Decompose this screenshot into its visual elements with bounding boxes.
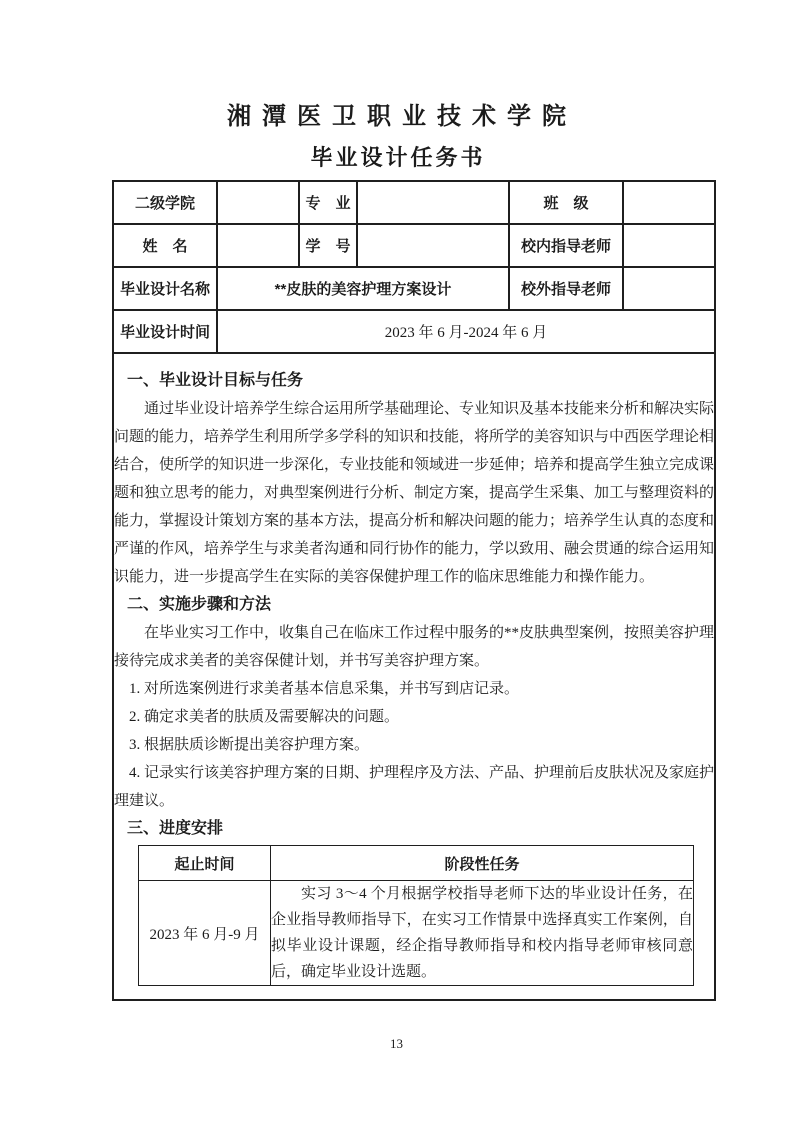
project-period-label: 毕业设计时间 — [113, 310, 217, 353]
college-label: 二级学院 — [113, 181, 217, 224]
content-cell — [113, 353, 715, 1000]
schedule-period: 2023 年 6 月-9 月 — [139, 881, 271, 986]
info-row-3 — [113, 267, 715, 310]
method-step-3: 3. 根据肤质诊断提出美容护理方案。 — [129, 737, 370, 753]
info-row-1 — [113, 181, 715, 224]
student-id-label: 学 号 — [299, 224, 357, 267]
schedule-row — [139, 881, 694, 986]
school-title: 湘潭医卫职业技术学院 — [227, 103, 577, 130]
page-number: 13 — [390, 1036, 403, 1051]
college-value — [217, 181, 299, 224]
section-methods-heading: 二、实施步骤和方法 — [127, 596, 272, 613]
section-objectives-paragraph: 通过毕业设计培养学生综合运用所学基础理论、专业知识及基本技能来分析和解决实际问题的能力，培养学生利用所学多学科的知识和技能，将所学的美容知识与中西医学理论相结合，使所学的知识进一步深化，专业技能和领域进一步延伸；培养和提高学生独立完成课题和独立思考的能力，对典型案例进行分析、制定方案，提高学生采集、加工与整理资料的能力，掌握设计策划方案的基本方法，提高分析和解决问题的能力；培养学生认真的态度和严谨的作风，培养学生与求美者沟通和同行协作的能力，学以致用、融会贯通的综合运用知识能力，进一步提高学生在实际的美容保健护理工作的临床思维能力和操作能力。 — [114, 401, 715, 585]
method-step-1: 1. 对所选案例进行求美者基本信息采集，并书写到店记录。 — [129, 681, 520, 697]
schedule-col-header-period: 起止时间 — [139, 846, 271, 881]
schedule-col-header-task: 阶段性任务 — [271, 846, 694, 881]
external-advisor-value — [623, 267, 715, 310]
external-advisor-label: 校外指导老师 — [509, 267, 623, 310]
school-advisor-label: 校内指导老师 — [509, 224, 623, 267]
schedule-task: 实习 3～4 个月根据学校指导老师下达的毕业设计任务，在企业指导教师指导下，在实习工作情景中选择真实工作案例，自拟毕业设计课题，经企指导教师指导和校内指导老师审核同意后，确定毕业设计选题。 — [271, 881, 694, 986]
section-objectives-heading: 一、毕业设计目标与任务 — [127, 372, 304, 389]
method-step-2: 2. 确定求美者的肤质及需要解决的问题。 — [129, 709, 400, 725]
content-row — [113, 353, 715, 1000]
project-title-label: 毕业设计名称 — [113, 267, 217, 310]
section-schedule-heading: 三、进度安排 — [127, 820, 224, 837]
info-row-2 — [113, 224, 715, 267]
name-value — [217, 224, 299, 267]
project-period-value: 2023 年 6 月-2024 年 6 月 — [217, 310, 715, 353]
method-step-4: 4. 记录实行该美容护理方案的日期、护理程序及方法、产品、护理前后皮肤状况及家庭护理建议。 — [114, 765, 715, 809]
schedule-header-row — [139, 846, 694, 881]
schedule-table — [138, 845, 694, 986]
major-label: 专 业 — [299, 181, 357, 224]
info-table — [112, 180, 716, 1001]
section-methods-paragraph: 在毕业实习工作中，收集自己在临床工作过程中服务的**皮肤典型案例，按照美容护理接待完成求美者的美容保健计划，并书写美容护理方案。 — [114, 625, 715, 669]
class-value — [623, 181, 715, 224]
student-id-value — [357, 224, 509, 267]
class-label: 班 级 — [509, 181, 623, 224]
doc-title: 毕业设计任务书 — [310, 145, 486, 170]
school-advisor-value — [623, 224, 715, 267]
name-label: 姓 名 — [113, 224, 217, 267]
project-title-value: **皮肤的美容护理方案设计 — [217, 267, 509, 310]
info-row-4 — [113, 310, 715, 353]
major-value — [357, 181, 509, 224]
